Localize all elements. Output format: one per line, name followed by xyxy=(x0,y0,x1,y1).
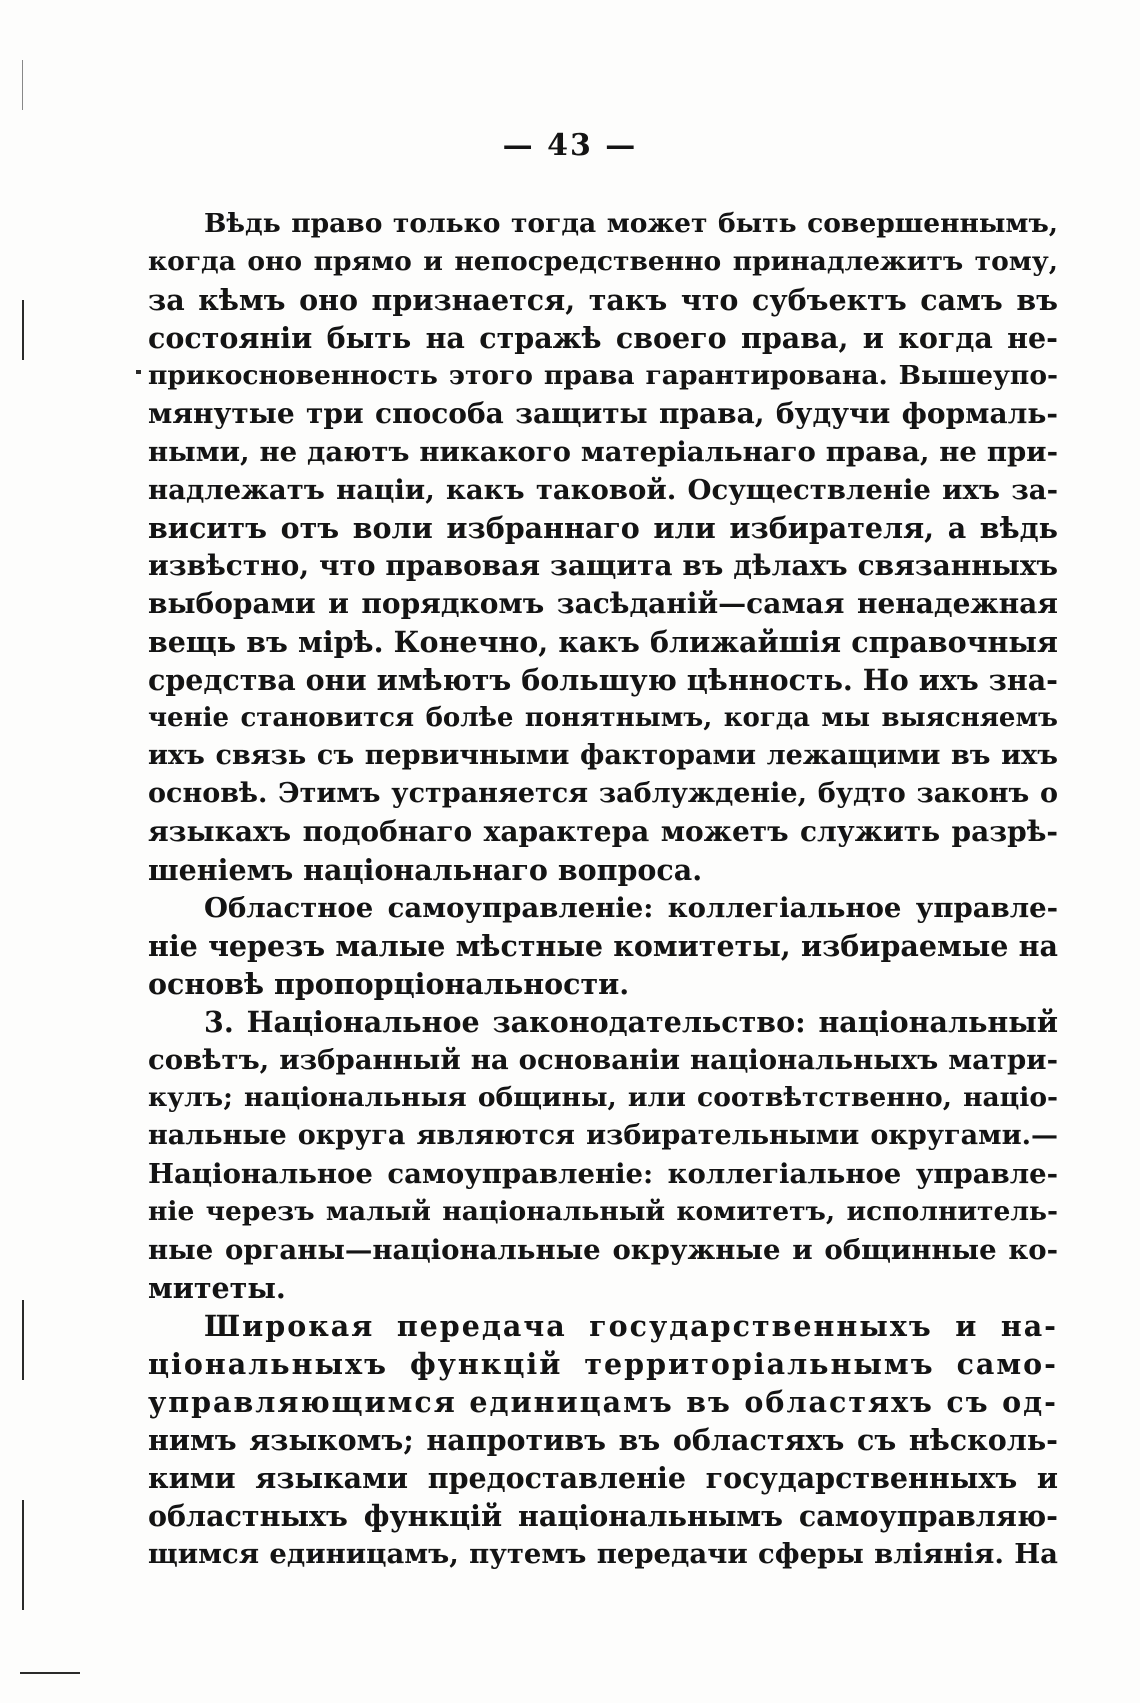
text-line: совѣтъ, избранный на основаніи національныхъ матри- xyxy=(148,1044,1058,1076)
text-line: ные органы—національные окружные и общинные ко- xyxy=(148,1234,1058,1266)
text-line: областныхъ функцій національнымъ самоуправляю- xyxy=(148,1499,1058,1533)
text-line: Широкая передача государственныхъ и на- xyxy=(204,1309,1058,1343)
text-line: извѣстно, что правовая защита въ дѣлахъ связанныхъ xyxy=(148,549,1058,582)
text-line: управляющимся единицамъ въ областяхъ съ од- xyxy=(148,1385,1058,1419)
text-line: ными, не даютъ никакого матеріальнаго права, не при- xyxy=(148,436,1058,468)
text-line: щимся единицамъ, путемъ передачи сферы вліянія. На xyxy=(148,1538,1058,1570)
text-line: виситъ отъ воли избраннаго или избирателя, а вѣдь xyxy=(148,511,1058,545)
text-line: ченіе становится болѣе понятнымъ, когда мы выясняемъ xyxy=(148,703,1058,733)
text-line: шеніемъ національнаго вопроса. xyxy=(148,853,703,887)
text-line: Областное самоуправленіе: коллегіальное управле- xyxy=(204,892,1058,924)
text-line: Вѣдь право только тогда может быть совершеннымъ, xyxy=(204,208,1058,239)
margin-scan-mark xyxy=(20,1672,80,1674)
text-line: ціональныхъ функцій территоріальнымъ само- xyxy=(148,1347,1058,1381)
margin-scan-mark xyxy=(136,370,141,374)
body-text xyxy=(148,205,1058,1573)
text-line: за кѣмъ оно признается, такъ что субъектъ самъ въ xyxy=(148,283,1058,317)
text-line: когда оно прямо и непосредственно принадлежитъ тому, xyxy=(148,246,1058,277)
text-line: ніе черезъ малые мѣстные комитеты, избираемые на xyxy=(148,929,1058,963)
text-line: кулъ; національныя общины, или соотвѣтственно, націо- xyxy=(148,1082,1058,1113)
margin-scan-mark xyxy=(22,1500,24,1610)
margin-scan-mark xyxy=(22,60,23,110)
text-line: нимъ языкомъ; напротивъ въ областяхъ съ нѣсколь- xyxy=(148,1423,1058,1457)
text-line: нальные округа являются избирательными округами.— xyxy=(148,1120,1058,1151)
margin-scan-mark xyxy=(22,300,24,360)
text-line: основѣ пропорціональности. xyxy=(148,967,630,1001)
text-line: митеты. xyxy=(148,1271,286,1305)
margin-scan-mark xyxy=(22,1300,24,1380)
text-line: прикосновенность этого права гарантирована. Вышеупо- xyxy=(148,360,1058,391)
text-line: вещь въ мірѣ. Конечно, какъ ближайшія справочныя xyxy=(148,625,1058,659)
text-line: мянутые три способа защиты права, будучи формаль- xyxy=(148,397,1058,430)
text-line: ніе черезъ малый національный комитетъ, исполнитель- xyxy=(148,1196,1058,1227)
text-line: языкахъ подобнаго характера можетъ служить разрѣ- xyxy=(148,815,1058,848)
text-line: ихъ связь съ первичными факторами лежащими въ ихъ xyxy=(148,740,1058,771)
page-number: — 43 — xyxy=(502,128,638,163)
text-line: Національное самоуправленіе: коллегіальное управле- xyxy=(148,1158,1058,1190)
text-line: средства они имѣютъ большую цѣнность. Но ихъ зна- xyxy=(148,663,1058,697)
text-line: кими языками предоставленіе государственныхъ и xyxy=(148,1461,1058,1495)
text-line: 3. Національное законодательство: національный xyxy=(204,1005,1058,1039)
text-line: надлежатъ націи, какъ таковой. Осуществленіе ихъ за- xyxy=(148,474,1058,506)
text-line: выборами и порядкомъ засѣданій—самая ненадежная xyxy=(148,587,1058,620)
text-line: состояніи быть на стражѣ своего права, и когда не- xyxy=(148,321,1058,355)
text-line: основѣ. Этимъ устраняется заблужденіе, будто законъ о xyxy=(148,778,1058,809)
